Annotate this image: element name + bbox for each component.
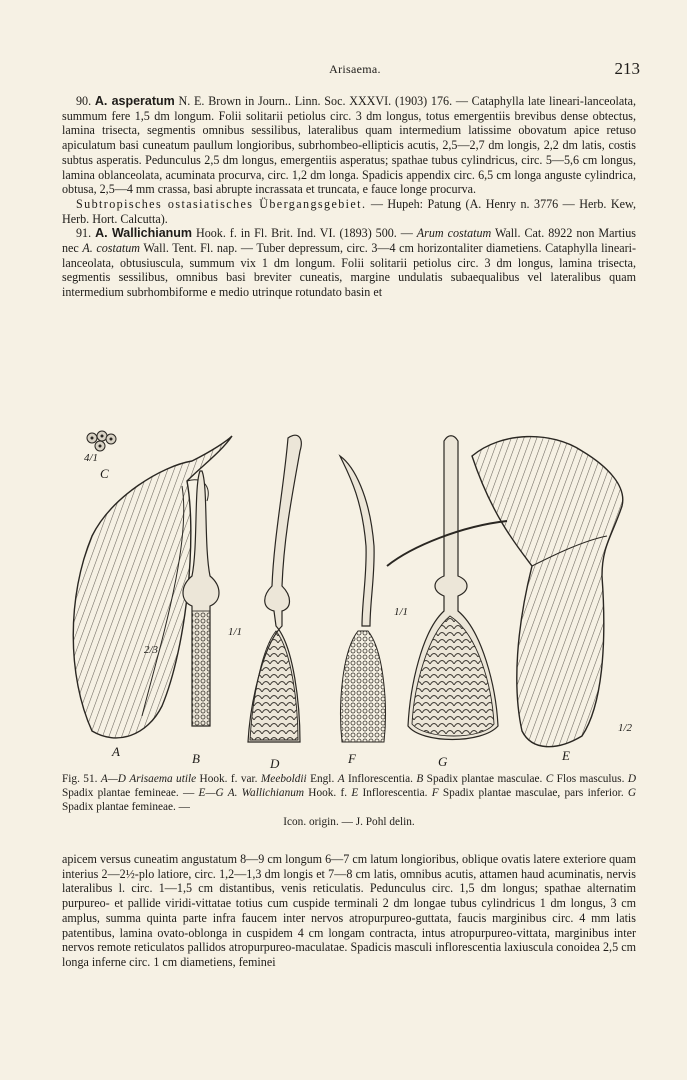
upper-text-block [62,94,636,300]
caption-text-f: Spadix plantae masculae, pars inferior. [442,787,624,800]
caption-credit: Icon. origin. — J. Pohl delin. [283,815,415,828]
fig-label-a: A [112,744,120,759]
entry-91-synonym2: A. costatum [82,241,141,256]
caption-text-c: Flos masculus. [556,773,625,785]
caption-text-b: Spadix plantae masculae. [426,773,543,785]
caption-variety: Meeboldii [260,773,307,785]
distribution-text: — Hupeh: Patung (A. Henry n. 3776 — Herb. Kew, Herb. Hort. Calcutta). [62,196,636,226]
page-number: 213 [614,59,640,78]
running-head [70,59,640,82]
caption-letter-a: A [337,773,345,785]
entry-91-synonym: Arum costatum [416,226,492,241]
caption-author-2: Engl. [310,773,335,785]
spadix-d-drawing [248,435,301,742]
scale-c: 4/1 [84,452,99,464]
fig-label-c: C [100,466,109,481]
fig-label-b: B [192,751,200,766]
caption-species-utile: Arisaema utile [129,773,197,785]
scale-e: 1/2 [618,722,633,734]
fig-label-f: F [348,751,356,766]
caption-letter-g: G [627,787,637,800]
entry-90 [62,94,636,197]
scale-a: 2/3 [144,644,159,656]
scale-f: 1/1 [394,606,409,618]
caption-text-g: Spadix plantae femineae. — [62,801,190,814]
caption-fig-number: Fig. 51. [62,773,98,785]
caption-range-ad: A—D [100,773,126,785]
entry-91-number: 91. [76,226,92,241]
entry-90-distribution [62,197,636,226]
caption-species-wallichianum: E—G A. Wallichianum [198,787,305,800]
distribution-label: Subtropisches ostasiatisches Übergangsgebiet. [76,196,367,211]
figure-caption [62,772,636,829]
fig-label-d: D [270,756,280,771]
caption-letter-f: F [431,787,439,800]
caption-author-1: Hook. f. var. [199,773,258,785]
fig-label-g: G [438,754,448,769]
scale-b: 1/1 [228,626,243,638]
figure-illustration [62,426,636,766]
entry-91-continuation: apicem versus cuneatim angustatum 8—9 cm longum 6—7 cm latum longioribus, oblique ovatis latere exteriore quam interius 2—2½-plo latiore, circ. 1,2—1,3 dm longis et 7—8 cm latis, omnibus acutis, attamen haud acuminatis, nervis lateralibus l. circ. 1—1,5 cm distantibus, venis reticulatis. Pedunculus circ. 1,5 dm longus; spathae alternatim purpureo- et pallide viridi-vittatae totius cum cuspide terminali 2 dm longae tubus cylindricus 1 dm longus, 3 cm amplus, summa quinta parte infra faucem inter nervos atropurpureo-guttata, faucis marginibus circ. 4 mm latis patentibus, lamina ovato-oblonga in cuspidem 4 cm longam contracta, intus atropurpureo-vittata, marginibus inter nervos remote reticulatos pallidos atropurpureo-maculatae. Spadicis masculi inflorescentia laxiuscula conoidea 2,5 cm longa inferne circ. 1 cm diametiens, feminei [62,852,636,969]
entry-91-name: A. Wallichianum [95,226,193,241]
caption-letter-b: B [416,773,424,785]
entry-91-text-b: Wall. Cat. 8922 non Martius nec [62,226,637,256]
caption-letter-e: E [351,787,359,800]
lower-text-block [62,852,636,970]
fig-label-e: E [562,748,570,763]
figure-51 [62,426,636,771]
caption-letter-c: C [545,773,554,785]
entry-91-text-a: Hook. f. in Fl. Brit. Ind. VI. (1893) 500. — [195,226,413,241]
caption-body [62,772,636,815]
flower-c-drawing [87,431,116,451]
caption-text-d: Spadix plantae femineae. — [62,787,195,800]
spadix-f-drawing [340,456,385,742]
entry-91-text-c: Wall. Tent. Fl. nap. — Tuber depressum, circ. 3—4 cm horizontaliter diametiens. Cataphylla lineari-lanceolata, obtusiuscula, summum vix 1 dm longum. Folii solitarii petiolus circ. 3 dm longus, lamina trisecta, segmentis sessilibus, omnibus basi breviter cuneatis, margine undulatis subaequalibus vel lateralibus quam intermedium subrhombiforme e medio utrinque rotundato basin et [62,241,636,300]
entry-91 [62,226,636,300]
running-title: Arisaema. [329,62,381,76]
caption-text-a: Inflorescentia. [348,773,413,785]
entry-90-name: A. asperatum [94,94,175,108]
caption-author-3: Hook. f. [308,787,348,800]
entry-90-text: N. E. Brown in Journ.. Linn. Soc. XXXVI. (1903) 176. — Cataphylla late lineari-lanceolata, summum fere 1,5 dm longum. Folii solitarii petiolus circ. 3 dm longus, totus emergentiis brevibus dense obtectus, lamina trisecta, segmentis omnibus sessilibus, lateralibus quam intermedium latissime obovatum apice retuso apiculatum basi cuneatum paullum longioribus, subrhombeo-ellipticis acutis, 2,5—2,7 dm longis, 2,2 dm latis, costis subtus asperatis. Pedunculus 2,5 dm longus, emergentiis asperatus; spathae tubus cylindricus, circ. 5—5,6 cm longus, lamina oblanceolata, acuminata procurva, circ. 1,2 dm longa. Spadicis appendix circ. 6,5 cm longa anguste cylindrica, obtusa, 2,5—4 mm crassa, basi abrupte incrassata et truncata, e fauce longe procurva. [62,94,636,197]
caption-text-e: Inflorescentia. [362,787,428,800]
caption-letter-d: D [627,773,636,785]
entry-90-number: 90. [76,94,92,108]
